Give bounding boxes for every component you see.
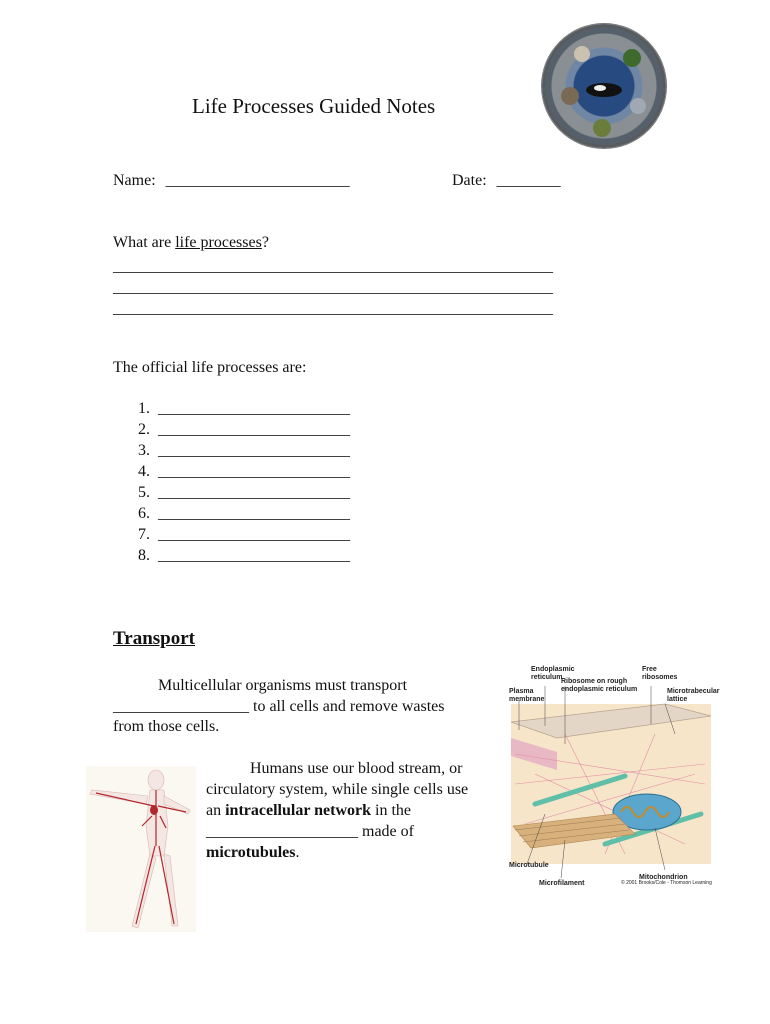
list-number: 4. (138, 463, 150, 480)
microtubules-term: microtubules (206, 844, 296, 861)
human-figure-icon (86, 766, 196, 932)
list-item (128, 545, 350, 566)
transport-p2-line5 (206, 842, 299, 863)
list-number: 5. (138, 484, 150, 501)
p2-prefix: an (206, 802, 226, 819)
label-ribosome-rough-er: Ribosome on rough endoplasmic reticulum (561, 678, 638, 693)
official-processes-intro: The official life processes are: (113, 359, 307, 376)
list-number: 3. (138, 442, 150, 459)
page-title: Life Processes Guided Notes (192, 94, 436, 118)
list-blank[interactable]: ________________________ (158, 442, 350, 459)
list-blank[interactable]: ________________________ (158, 400, 350, 417)
transport-p1-line3: from those cells. (113, 718, 220, 735)
p2-suffix: in the (371, 802, 412, 819)
transport-blank[interactable]: _________________ (113, 698, 249, 715)
label-plasma-membrane: Plasma membrane (509, 688, 545, 703)
transport-p2-line4 (206, 821, 414, 842)
answer-line[interactable]: _______________________________________________________ (113, 279, 553, 296)
list-blank[interactable]: ________________________ (158, 463, 350, 480)
label-microfilament: Microfilament (539, 880, 585, 887)
label-microtrabecular-lattice: Microtrabecular lattice (667, 688, 720, 703)
name-blank[interactable]: _______________________ (165, 172, 350, 189)
list-number: 1. (138, 400, 150, 417)
list-number: 8. (138, 547, 150, 564)
list-item (128, 482, 350, 503)
list-number: 7. (138, 526, 150, 543)
question-term: life processes (175, 234, 262, 251)
date-blank[interactable]: ________ (496, 172, 561, 189)
list-item (128, 503, 350, 524)
p2-made-of: made of (358, 823, 414, 840)
intracellular-network-term: intracellular network (225, 802, 372, 819)
date-label: Date: (452, 172, 487, 189)
transport-p2-line3 (206, 800, 411, 821)
label-endoplasmic-reticulum: Endoplasmic reticulum (531, 666, 575, 681)
circulatory-system-illustration (86, 766, 196, 932)
list-blank[interactable]: ________________________ (158, 547, 350, 564)
transport-p2-line2: circulatory system, while single cells use (206, 781, 469, 798)
list-number: 2. (138, 421, 150, 438)
transport-p1-line2 (113, 696, 445, 717)
answer-line[interactable]: _______________________________________________________ (113, 300, 553, 317)
label-microtubule: Microtubule (509, 862, 549, 869)
name-field (113, 170, 350, 191)
list-blank[interactable]: ________________________ (158, 421, 350, 438)
list-item (128, 440, 350, 461)
section-heading-transport: Transport (113, 628, 195, 649)
question-prefix: What are (113, 234, 176, 251)
earth-seal-icon (542, 24, 666, 148)
list-blank[interactable]: ________________________ (158, 526, 350, 543)
transport-p2-line1: Humans use our blood stream, or (250, 760, 463, 777)
network-blank[interactable]: ___________________ (206, 823, 358, 840)
p2-end: . (295, 844, 300, 861)
list-item (128, 398, 350, 419)
list-number: 6. (138, 505, 150, 522)
transport-p1-text: to all cells and remove wastes (249, 698, 445, 715)
date-field (452, 170, 561, 191)
list-blank[interactable]: ________________________ (158, 484, 350, 501)
life-processes-question (113, 232, 269, 253)
question-suffix: ? (261, 234, 269, 251)
transport-p1-line1: Multicellular organisms must transport (158, 677, 408, 694)
label-free-ribosomes: Free ribosomes (642, 666, 678, 681)
earth-seal-logo (542, 24, 666, 148)
label-mitochondrion: Mitochondrion (639, 874, 688, 881)
cell-cytoskeleton-diagram (505, 664, 720, 888)
list-item (128, 419, 350, 440)
name-label: Name: (113, 172, 156, 189)
list-item (128, 524, 350, 545)
answer-line[interactable]: _______________________________________________________ (113, 258, 553, 275)
list-blank[interactable]: ________________________ (158, 505, 350, 522)
figure-copyright: © 2001 Brooks/Cole - Thomson Learning (621, 880, 712, 886)
list-item (128, 461, 350, 482)
